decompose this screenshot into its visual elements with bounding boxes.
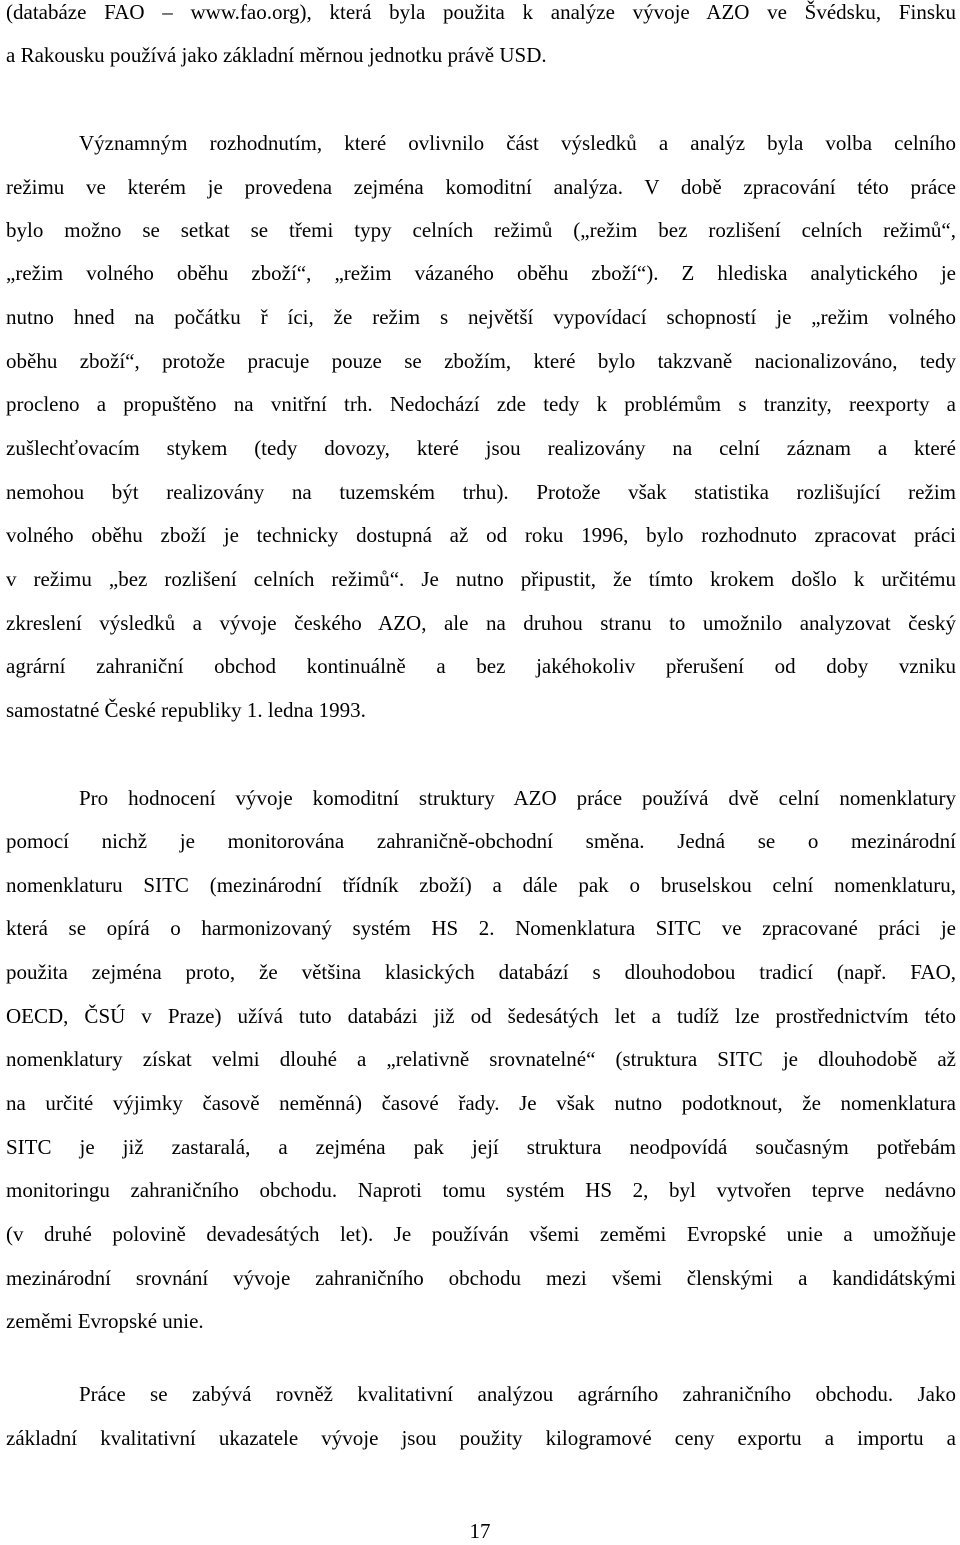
paragraph-2-line-1: Významným rozhodnutím, které ovlivnilo část výsledků a analýz byla volba celního [79,131,956,155]
paragraph-3-line-9: SITC je již zastaralá, a zejména pak její struktura neodpovídá současným potřebám [6,1135,956,1159]
paragraph-2-line-11: v režimu „bez rozlišení celních režimů“. Je nutno připustit, že tímto krokem došlo k určitému [6,567,956,591]
paragraph-4-line-1: Práce se zabývá rovněž kvalitativní analýzou agrárního zahraničního obchodu. Jako [79,1382,956,1406]
paragraph-3-line-7: nomenklatury získat velmi dlouhé a „relativně srovnatelné“ (struktura SITC je dlouhodobě až [6,1047,956,1071]
paragraph-3-line-10: monitoringu zahraničního obchodu. Naproti tomu systém HS 2, byl vytvořen teprve nedávno [6,1178,956,1202]
paragraph-3-line-8: na určité výjimky časově neměnná) časové řady. Je však nutno podotknout, že nomenklatura [6,1091,956,1115]
paragraph-2-line-12: zkreslení výsledků a vývoje českého AZO, ale na druhou stranu to umožnilo analyzovat český [6,611,956,635]
paragraph-2-line-8: zušlechťovacím stykem (tedy dovozy, které jsou realizovány na celní záznam a které [6,436,956,460]
paragraph-2-line-10: volného oběhu zboží je technicky dostupná až od roku 1996, bylo rozhodnuto zpracovat práci [6,523,956,547]
paragraph-3-line-4: která se opírá o harmonizovaný systém HS 2. Nomenklatura SITC ve zpracované práci je [6,916,956,940]
paragraph-1-line-1: (databáze FAO – www.fao.org), která byla použita k analýze vývoje AZO ve Švédsku, Finsku [6,0,956,24]
paragraph-2-line-13: agrární zahraniční obchod kontinuálně a bez jakéhokoliv přerušení od doby vzniku [6,654,956,678]
paragraph-2-line-14: samostatné České republiky 1. ledna 1993. [6,698,366,722]
paragraph-2-line-5: nutno hned na počátku ř íci, že režim s největší vypovídací schopností je „režim volného [6,305,956,329]
paragraph-3-line-5: použita zejména proto, že většina klasických databází s dlouhodobou tradicí (např. FAO, [6,960,956,984]
paragraph-3-line-2: pomocí nichž je monitorována zahraničně-obchodní směna. Jedná se o mezinárodní [6,829,956,853]
paragraph-3-line-3: nomenklaturu SITC (mezinárodní třídník zboží) a dále pak o bruselskou celní nomenklaturu, [6,873,956,897]
paragraph-2-line-7: procleno a propuštěno na vnitřní trh. Nedochází zde tedy k problémům s tranzity, reexporty a [6,392,956,416]
paragraph-2-line-4: „režim volného oběhu zboží“, „režim vázaného oběhu zboží“). Z hlediska analytického je [6,261,956,285]
paragraph-2-line-3: bylo možno se setkat se třemi typy celních režimů („režim bez rozlišení celních režimů“, [6,218,956,242]
paragraph-1-line-2: a Rakousku používá jako základní měrnou jednotku právě USD. [6,43,547,67]
paragraph-3-line-13: zeměmi Evropské unie. [6,1309,204,1333]
page-number: 17 [469,1519,491,1543]
paragraph-4-line-2: základní kvalitativní ukazatele vývoje jsou použity kilogramové ceny exportu a importu a [6,1426,956,1450]
paragraph-3-line-6: OECD, ČSÚ v Praze) užívá tuto databázi již od šedesátých let a tudíž lze prostřednictvím této [6,1004,956,1028]
paragraph-2-line-9: nemohou být realizovány na tuzemském trhu). Protože však statistika rozlišující režim [6,480,956,504]
paragraph-2-line-2: režimu ve kterém je provedena zejména komoditní analýza. V době zpracování této práce [6,175,956,199]
paragraph-3-line-12: mezinárodní srovnání vývoje zahraničního obchodu mezi všemi členskými a kandidátskými [6,1266,956,1290]
paragraph-3-line-11: (v druhé polovině devadesátých let). Je používán všemi zeměmi Evropské unie a umožňuje [6,1222,956,1246]
paragraph-2-line-6: oběhu zboží“, protože pracuje pouze se zbožím, které bylo takzvaně nacionalizováno, tedy [6,349,956,373]
paragraph-3-line-1: Pro hodnocení vývoje komoditní struktury AZO práce používá dvě celní nomenklatury [79,786,956,810]
